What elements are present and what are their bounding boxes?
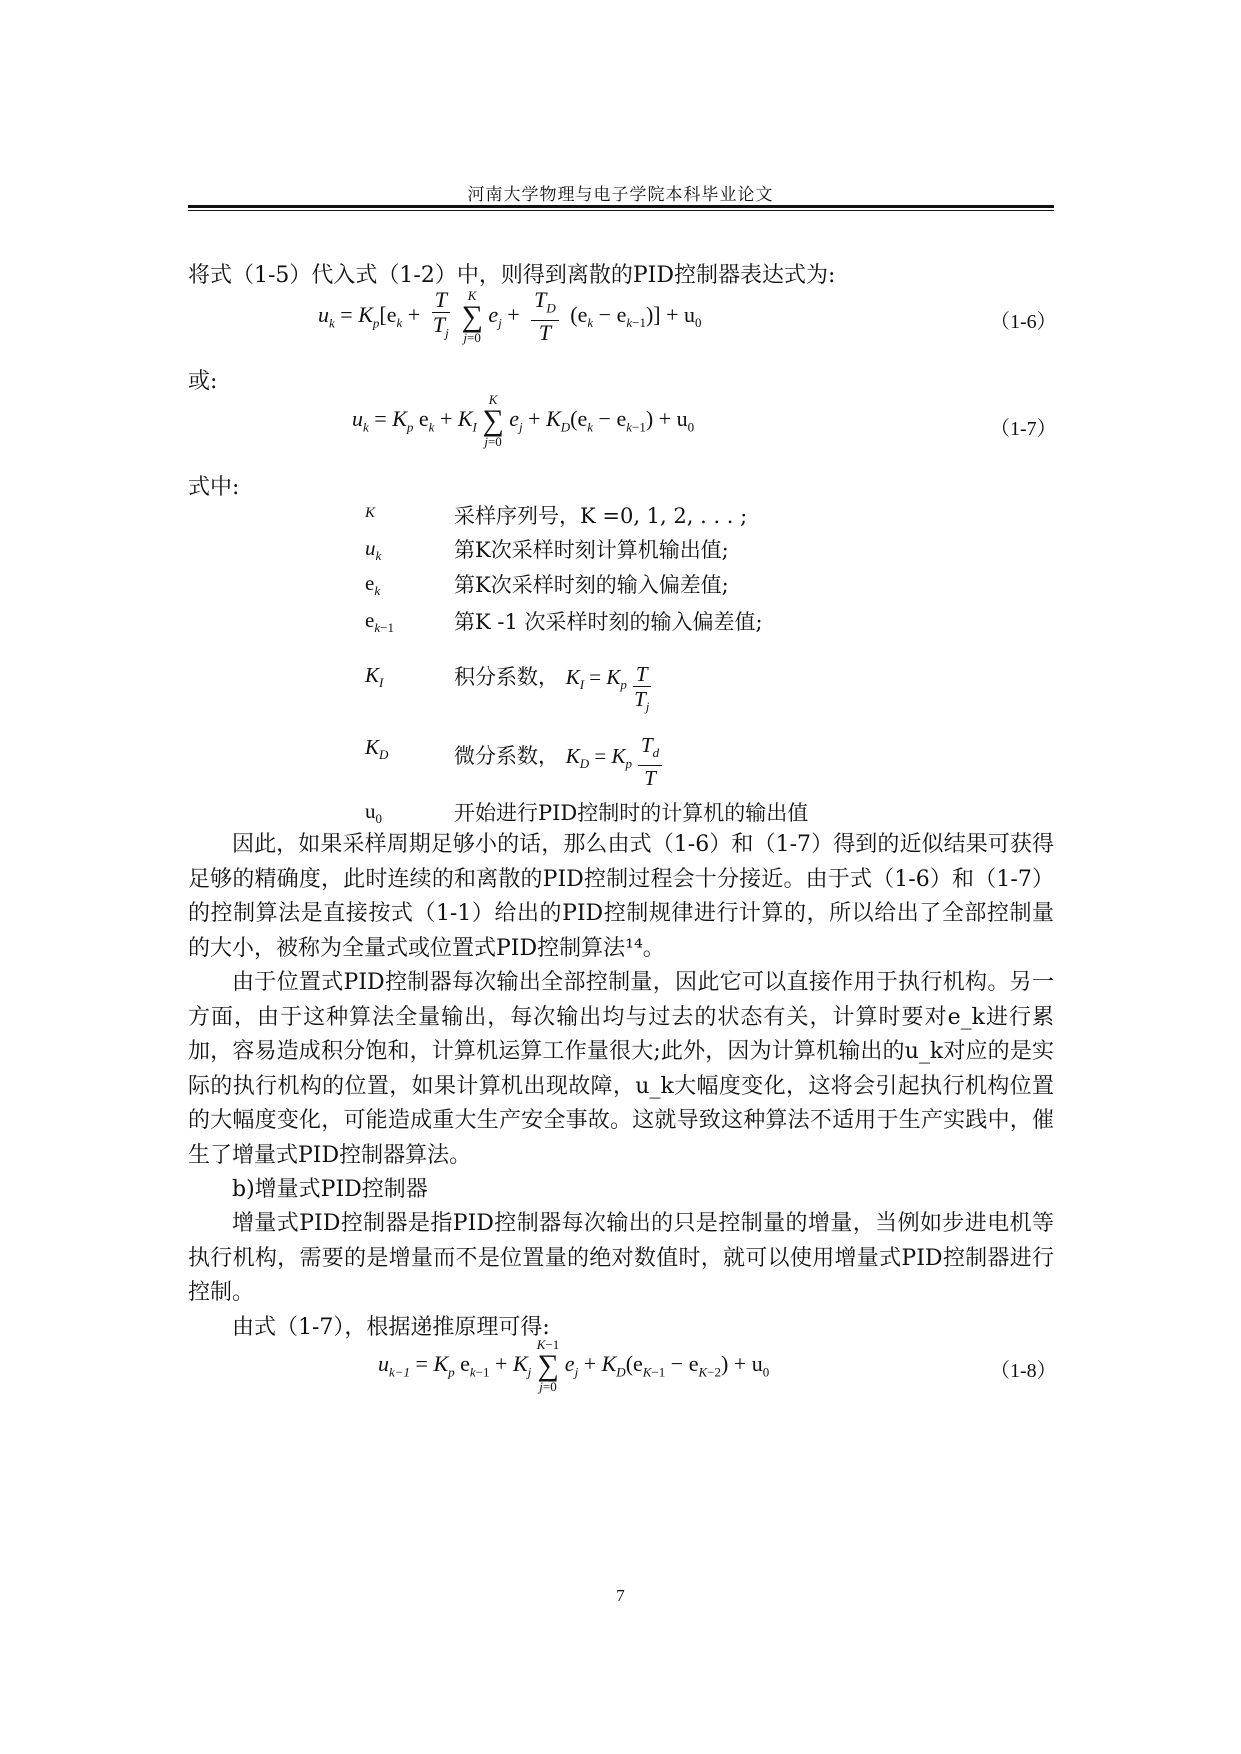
symbol-KD: $K_D$ bbox=[365, 735, 389, 763]
symbol-ek1: $e_{k-1}$ bbox=[365, 608, 394, 636]
header-rule-thin bbox=[188, 210, 1054, 211]
page-number: 7 bbox=[616, 1586, 625, 1605]
header-rule-thick bbox=[188, 205, 1054, 208]
formula-KI: $K_I = K_p$ $\frac{T}{T_j}$ bbox=[565, 662, 650, 715]
equation-1-7: $u_k = K_p$ $e_k + K_I$ K ∑ j=0 $e_j + K_D(e_k - e_{k-1}) + u_0$ bbox=[352, 392, 695, 449]
desc-KD bbox=[454, 733, 668, 790]
intro-line: 将式（1-5）代入式（1-2）中，则得到离散的PID控制器表达式为: bbox=[188, 263, 836, 288]
desc-ek: 第K次采样时刻的输入偏差值; bbox=[454, 573, 729, 597]
symbol-uk: $u_k$ bbox=[365, 536, 382, 564]
equation-1-7-number: （1-7） bbox=[990, 418, 1057, 440]
symbol-KI: $K_I$ bbox=[365, 663, 384, 691]
formula-KD: $K_D = K_p$ $\frac{T_d}{T}$ bbox=[566, 744, 668, 768]
subheading: b)增量式PID控制器 bbox=[232, 1177, 428, 1202]
recursion-line: 由式（1-7），根据递推原理可得: bbox=[232, 1315, 550, 1340]
equation-1-6-number: （1-6） bbox=[990, 311, 1057, 333]
symbol-u0: $u_0$ bbox=[365, 799, 382, 827]
desc-K: 采样序列号，K =0, 1, 2, . . . ; bbox=[454, 504, 748, 528]
equation-1-6: $u_k = K_p[e_k$ + $\frac{T}{T_j}$ K ∑ j=0 $e_j$ + $\frac{T_D}{T}$ $(e_k - e_{k-1})] + u_0$ bbox=[318, 287, 702, 346]
paragraph-3: 增量式PID控制器是指PID控制器每次输出的只是控制量的增量，当例如步进电机等执行机构，需要的是增量而不是位置量的绝对数值时，就可以使用增量式PID控制器进行控制。 bbox=[188, 1211, 1054, 1305]
where-label: 式中: bbox=[188, 475, 240, 500]
symbol-ek: $e_k$ bbox=[365, 571, 381, 599]
desc-uk: 第K次采样时刻计算机输出值; bbox=[454, 538, 729, 562]
equation-1-8-number: （1-8） bbox=[990, 1360, 1057, 1382]
equation-1-8: $u_{k-1} = K_p$ $e_{k-1} + K_j$ K−1 ∑ j=0 $e_j + K_D(e_{K-1} - e_{K-2}) + u_0$ bbox=[378, 1337, 770, 1394]
paragraph-2: 由于位置式PID控制器每次输出全部控制量，因此它可以直接作用于执行机构。另一方面，由于这种算法全量输出，每次输出均与过去的状态有关，计算时要对e_k进行累加，容易造成积分饱和，计算机运算工作量很大;此外，因为计算机输出的u_k对应的是实际的执行机构的位置，如果计算机出现故障，u_k大幅度变化，这将会引起执行机构位置的大幅度变化，可能造成重大生产安全事故。这就导致这种算法不适用于生产实践中，催生了增量式PID控制器算法。 bbox=[188, 970, 1054, 1168]
paragraph-1: 因此，如果采样周期足够小的话，那么由式（1-6）和（1-7）得到的近似结果可获得足够的精确度，此时连续的和离散的PID控制过程会十分接近。由于式（1-6）和（1-7）的控制算法是直接按式（1-1）给出的PID控制规律进行计算的，所以给出了全部控制量的大小，被称为全量式或位置式PID控制算法¹⁴。 bbox=[188, 832, 1054, 961]
page-header: 河南大学物理与电子学院本科毕业论文 bbox=[467, 185, 774, 205]
or-label: 或: bbox=[188, 369, 218, 394]
symbol-K: K bbox=[365, 505, 376, 521]
desc-KI bbox=[454, 661, 657, 719]
desc-KI-text: 积分系数， bbox=[454, 665, 559, 689]
desc-KD-text: 微分系数， bbox=[454, 744, 559, 769]
desc-u0: 开始进行PID控制时的计算机的输出值 bbox=[454, 801, 809, 825]
desc-ek1: 第K -1 次采样时刻的输入偏差值; bbox=[454, 610, 763, 634]
